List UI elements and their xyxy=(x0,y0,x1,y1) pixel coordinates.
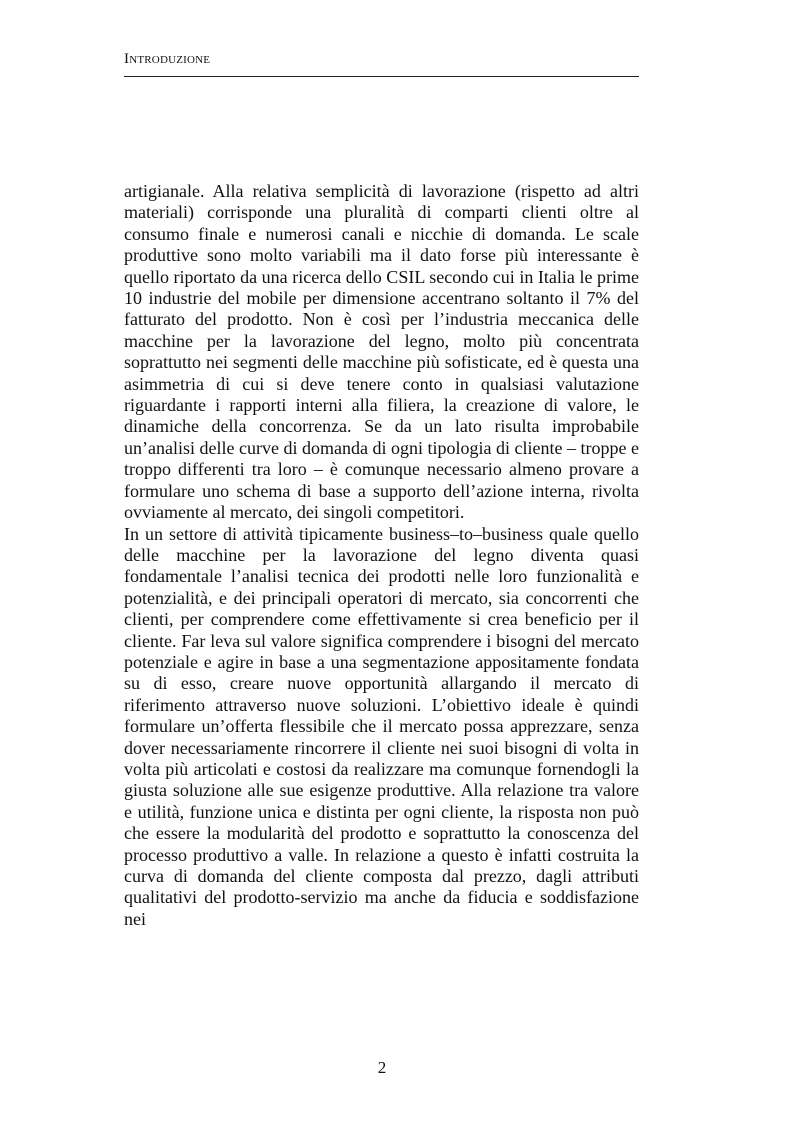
header-rule xyxy=(124,76,639,77)
running-header-title: Introduzione xyxy=(124,51,211,67)
body-paragraph-2: In un settore di attività tipicamente business–to–business quale quello delle macchine per la lavorazione del legno diventa quasi fondamentale l’analisi tecnica dei prodotti nelle loro funzionalità e potenzialità, e dei principali operatori di mercato, sia concorrenti che clienti, per comprendere come effettivamente si crea beneficio per il cliente. Far leva sul valore significa comprendere i bisogni del mercato potenziale e agire in base a una segmentazione appositamente fondata su di esso, creare nuove opportunità allargando il mercato di riferimento attraverso nuove soluzioni. L’obiettivo ideale è quindi formulare un’offerta flessibile che il mercato possa apprezzare, senza dover necessariamente rincorrere il cliente nei suoi bisogni di volta in volta più articolati e costosi da realizzare ma comunque fornendogli la giusta soluzione alle sue esigenze produttive. Alla relazione tra valore e utilità, funzione unica e distinta per ogni cliente, la risposta non può che essere la modularità del prodotto e soprattutto la conoscenza del processo produttivo a valle. In relazione a questo è infatti costruita la curva di domanda del cliente composta dal prezzo, dagli attributi qualitativi del prodotto-servizio ma anche da fiducia e soddisfazione nei xyxy=(124,523,639,929)
body-paragraph-1: artigianale. Alla relativa semplicità di lavorazione (rispetto ad altri materiali) corrisponde una pluralità di comparti clienti oltre al consumo finale e numerosi canali e nicchie di domanda. Le scale produttive sono molto variabili ma il dato forse più interessante è quello riportato da una ricerca dello CSIL secondo cui in Italia le prime 10 industrie del mobile per dimensione accentrano soltanto il 7% del fatturato del prodotto. Non è così per l’industria meccanica delle macchine per la lavorazione del legno, molto più concentrata soprattutto nei segmenti delle macchine più sofisticate, ed è questa una asimmetria di cui si deve tenere conto in qualsiasi valutazione riguardante i rapporti interni alla filiera, la creazione di valore, le dinamiche della concorrenza. Se da un lato risulta improbabile un’analisi delle curve di domanda di ogni tipologia di cliente – troppe e troppo differenti tra loro – è comunque necessario almeno provare a formulare uno schema di base a supporto dell’azione interna, rivolta ovviamente al mercato, dei singoli competitori. xyxy=(124,181,639,523)
page-number: 2 xyxy=(377,1058,387,1077)
body-text xyxy=(124,181,639,930)
